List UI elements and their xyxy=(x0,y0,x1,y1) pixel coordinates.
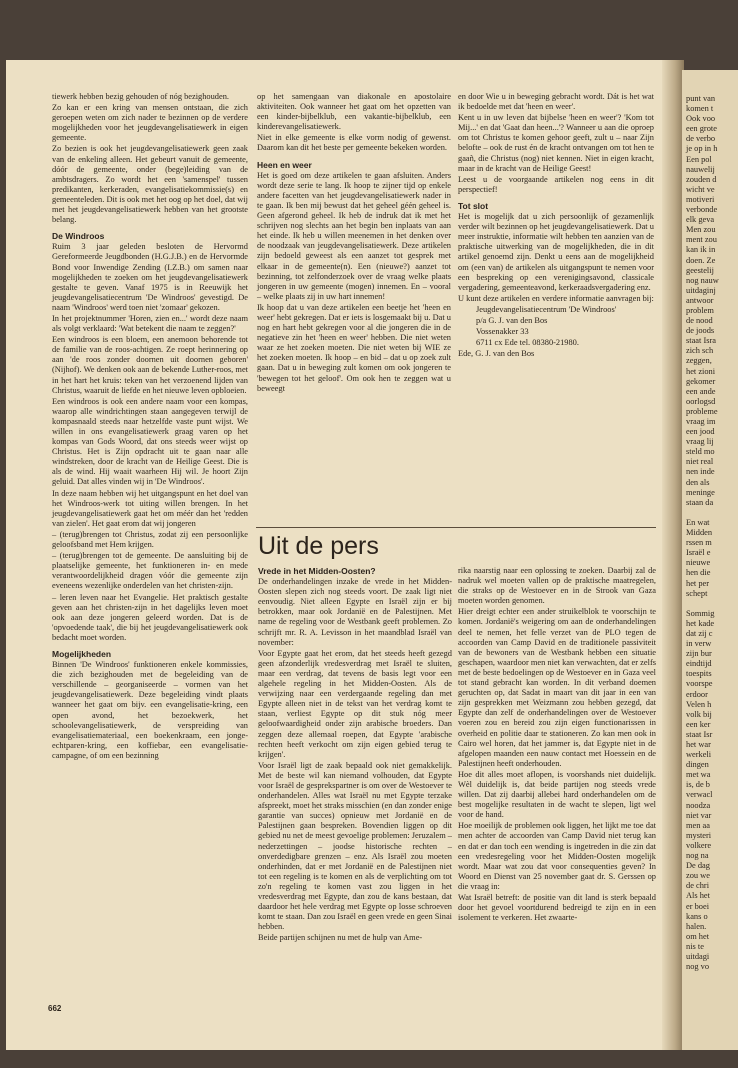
paragraph: Een windroos is een bloem, een anemoon behorende tot de familie van de roos-achtigen. Ze roept herinnering op aan 'de roos zonder doornen uit doornen geboren' (Nijhof). We denken ook aan de bekende Luther-roos, met in het hart het kruis: teken van het verzoenend lijden van Christus, waaruit de liefde en het nieuwe leven opbloeien. xyxy=(52,335,248,395)
quote-paragraph: Hier dreigt echter een ander struikelblok te voorschijn te komen. Jordanië's weigering om aan de onderhandelingen deel te nemen, het felle verzet van de PLO tegen de accoorden van Camp David en de traditionele passiviteit van de bewoners van de Westbank hebben een situatie geschapen, waardoor men niet kan verwachten, dat er zelfs met de beste bedoelingen op de Westoever en in Gaza veel tot stand gebracht kan worden. In dit verband doemen geruchten op, dat Sadat in maart van dit jaar in een van zijn gesprekken met Weizmann zou hebben gezegd, dat Egypte dan zelf de onderhandelingen over de Westoever voeren zou en bereid zou zijn eigen functionarissen in overheid en politie daar te stationeren. Zo kan men ook in Cairo wel horen, dat het jammer is, dat Egypte niet in de afgelopen maanden een nauw contact met Hoessein en de Palestijnen heeft onderhouden. xyxy=(458,607,656,768)
next-page-text: punt van komen t Ook voo een grote de verbo je op in h Een pol nauwelij zouden d wicht ve motiveri verbonde elk geva Men zou ment zou kan ik in doen. Ze geestelij nog nauw uitdaginj antwoor problem de nood de joods staat Isra zich sch zeggen, het zioni gekomer een ande oorlogsd probleme vraag im een jood vraag lij steld mo niet real nen inde den als meninge staan da En wat Midden rssen m Israël e nieuwe hen die het per schept Sommig het kade dat zij c in verw zijn bur eindtijd toespits voorspe erdoor Velen h volk bij een ker staat Isr het war werkeli dingen met wa is, de b verwacl noodza niet var men aa mysteri volkere nog na De dag zou we de chri Als het er boei kans o halen. om het nis te uitdagi nog vo xyxy=(686,94,719,972)
page-number: 662 xyxy=(48,1004,62,1013)
paragraph: tiewerk hebben bezig gehouden of nóg bezighouden. xyxy=(52,92,229,101)
paragraph: De onderhandelingen inzake de vrede in het Midden-Oosten slepen zich nog steeds voort. De zaak ligt niet eenvoudig. Niet alleen Egypte en Israël zijn er bij betrokken, maar ook Jordanië en de Palestijnen. Met name de regeling voor de Westbank geeft problemen. Zo schrijft mr. R. A. Levisson in het maandblad Israël van november: xyxy=(258,577,452,647)
paragraph: Zo kan er een kring van mensen ontstaan, die zich geroepen weten om zich nader te bezinnen op de verdere mogelijkheden voor het jeugdevangelisatiewerk in eigen gemeente. xyxy=(52,103,248,143)
list-item: – leren leven naar het Evangelie. Het praktisch gestalte geven aan het christen-zijn in het dagelijks leven moet ook aan deze jongeren geleerd worden. Dat is de 'opvoedende taak', die bij het jeugdevangelisatiewerk ook bedacht moet worden. xyxy=(52,592,248,642)
paragraph: In deze naam hebben wij het uitgangspunt en het doel van het Windroos-werk tot uiting willen brengen. In het jeugdevangelisatiewerk gaat het om méér dan het 'redden van zielen'. Het gaat erom dat wij jongeren xyxy=(52,488,248,528)
quote-paragraph: rika naarstig naar een oplossing te zoeken. Daarbij zal de nadruk wel moeten vallen op de praktische maatregelen, die straks op de Westoever en in de Strook van Gaza moeten worden genomen. xyxy=(458,566,656,606)
paragraph: Zo bezien is ook het jeugdevangelisatiewerk geen zaak van de enkeling alleen. Het gebeurt vanuit de gemeente, dóór de gemeente, onder (bege)leiding van de ambtsdragers. Zo wordt het een 'samenspel' tussen predikanten, kerkeraden, evangelisatiekommissie(s) en gemeenteleden. Dit is ook met het oog op het doel, dat wij met het jeugdevangelisatiewerk hebben van het grootste belang. xyxy=(52,144,248,225)
section-heading: De Windroos xyxy=(52,231,105,242)
author-signature: Ede, G. J. van den Bos xyxy=(458,349,535,359)
section-heading: Heen en weer xyxy=(257,159,312,170)
paragraph: Leest u de voorgaande artikelen nog eens in dit perspectief! xyxy=(458,174,654,194)
paragraph: Kent u in uw leven dat bijbelse 'heen en weer'? 'Kom tot Mij...' en dat 'Gaat dan heen...'? Wanneer u aan die oproep om tot Christus te komen gehoor geeft, zult u – naar Zijn belofte – ook de rust én de kracht ontvangen om tot hen te gaañ, die Christus (nog) niet kennen. Niet in eigen kracht, maar in de kracht van de Heilige Geest! xyxy=(458,113,654,173)
quote-paragraph: Voor Israël ligt de zaak bepaald ook niet gemakkelijk. Met de beste wil kan niemand volhouden, dat Egypte voor Israël de gesprekspartner is om over de Westoever te onderhandelen. Alles wat Israël nu met Egypte terzake afspreekt, moet het straks misschien (en dan zonder enige garantie van succes) opnieuw met Jordanië en de Palestijnen gaan bespreken. Bovendien liggen op dit gebied nu net de meest gevoelige problemen: Jeruzalem – nederzettingen – joodse historische rechten – onverdedigbare grenzen – enz. Als Israël zou moeten onderhinden, dat er met Jordanië en de Palestijnen niet tot een regeling is te komen en als de verplichting om tot zo'n regeling te komen vast zou liggen in het vredesverdrag met Egypte, dan zou de kans bestaan, dat daardoor het hele verdrag met Egypte op losse schroeven komt te staan. Dan zou Israël en geen vrede en geen Sinai hebben. xyxy=(258,760,452,932)
section-heading: Vrede in het Midden-Oosten? xyxy=(258,566,376,576)
paragraph: Ruim 3 jaar geleden besloten de Hervormd Gereformeerde Jeugdbonden (H.G.J.B.) en de Hervormde Bond voor Inwendige Zending (I.Z.B.) om samen naar mogelijkheden te zoeken om het jeugdevangelisatiewerk gestalte te geven. Vanaf 1975 is in Reeuwijk het jeugdevangelisatiecentrum 'De Windroos' gevestigd. De naam 'Windroos' werd toen niet 'zomaar' gekozen. xyxy=(52,242,248,312)
section-title: Uit de pers xyxy=(258,532,379,560)
address-line: 6711 cx Ede tel. 08380-21980. xyxy=(476,338,579,348)
quote-paragraph: Voor Egypte gaat het erom, dat het steeds heeft gezegd geen afzonderlijk vredesverdrag met Israël te sluiten, maar een verdrag, dat tevens de basis legt voor een algehele regeling in het Midden-Oosten. Als de verwijzing naar een verdergaande regeling dan met Egypte alleen niet in de tekst van het verdrag komt te staan, verliest Egypte op dit stuk nóg meer geloofwaardigheid onder zijn arabische broeders. Dan zeggen deze allemaal roepen, dat Egypte 'arabische rechten heeft verkocht om zijn eigen gebied terug te krijgen'. xyxy=(258,648,452,759)
section-divider xyxy=(256,527,656,528)
paragraph: Ik hoop dat u van deze artikelen een beetje het 'heen en weer' hebt gekregen. Dat er iets is losgemaakt bij u. Dat u nog en hart hebt gekregen voor al die jongeren die in de negatieve zin het 'heen en weer' hebben. Die niet weten waar ze het zoeken moeten. Die niet weten bij WIE ze het zoeken moeten. Ik hoop – en bid – dat u op zoek zult gaan. Dat u in beweging zult komen om ook jongeren te 'bewegen tot het geloof'. Om ook hen te zeggen wat u beweegt xyxy=(257,302,451,393)
address-line: Vossenakker 33 xyxy=(476,327,529,337)
section-heading: Mogelijkheden xyxy=(52,648,112,659)
list-item: – (terug)brengen tot de gemeente. De aansluiting bij de plaatselijke gemeente, het funktioneren in- en mede verantwoordelijkheid dragen vóór die gemeente zijn eveneens wezenlijke onderdelen van het christen-zijn. xyxy=(52,551,248,591)
quote-paragraph: Hoe dit alles moet aflopen, is voorshands niet duidelijk. Wèl duidelijk is, dat beide partijen nog steeds vrede willen. Dat zij daarbij allebei hard onderhandelen om de best mogelijke resultaten in de wacht te slepen, ligt wel voor de hand. xyxy=(458,769,656,820)
paragraph: Het is goed om deze artikelen te gaan afsluiten. Anders wordt deze serie te lang. Ik hoop te zijner tijd op enkele andere facetten van het jeugdevangelisatiewerk nader in te gaan. Ik ben mij bewust dat het geheel géén geheel is. Geen afgerond geheel. Ik heb de indruk dat ik met het schrijven nog slechts aan het begin ben inplaats van aan het einde. Ik heb u willen meenemen in het denken over de noodzaak van jeugdevangelisatiewerk. Deze artikelen zijn bedoeld geweest als een aanzet tot gesprek met elkaar in de gemeente(n). Een (nieuwe?) aanzet tot bezinning, tot zelfonderzoek over de vraag welke plaats jongeren in uw gemeente (mogen) innemen. En – vooral – welke plaats zij in uw hart innemen! xyxy=(257,170,451,301)
page-spine xyxy=(662,60,684,1050)
press-column-1 xyxy=(258,566,452,944)
press-column-2 xyxy=(458,566,656,924)
section-heading: Tot slot xyxy=(458,200,489,211)
address-line: p/a G. J. van den Bos xyxy=(476,315,548,325)
address-line: Jeugdevangelisatiecentrum 'De Windroos' xyxy=(476,304,617,314)
paragraph: Het is mogelijk dat u zich persoonlijk of gezamenlijk verder wilt bezinnen op het jeugdevangelisatiewerk. Dat u meer instruktie, informatie wilt hebben ten aanzien van de praktische uitwerking van de mogelijkheden, die in dit artikel genoemd zijn. Denkt u eens aan de mogelijkheid om (een van) de artikelen als uitgangspunt te nemen voor een bespreking op een verenigingsavond, classicale vergadering, gemeenteavond, kerkeraadsvergadering enz. xyxy=(458,212,654,292)
quote-paragraph: Wat Israël betreft: de positie van dit land is sterk bepaald door het gevoel voortdurend bedreigd te zijn en in een isolement te verkeren. Het zwaarte- xyxy=(458,893,656,923)
paragraph: U kunt deze artikelen en verdere informatie aanvragen bij: xyxy=(458,293,654,303)
paragraph: en door Wie u in beweging gebracht wordt. Dát is het wat ik bedoelde met dat 'heen en weer'. xyxy=(458,92,654,112)
quote-paragraph: Beide partijen schijnen nu met de hulp van Ame- xyxy=(258,933,423,943)
paragraph: Hoe moeilijk de problemen ook liggen, het lijkt me toe dat men achter de accoorden van Camp David niet terug kan en dat er dan toch een wending is ingetreden in die zin dat een vredesregeling voor het Midden-Oosten mogelijk wordt. Maar wat zou dat voor consequenties geven? In Woord en Dienst van 25 november gaat dr. S. Gerssen op die vraag in: xyxy=(458,821,656,891)
article-column-2 xyxy=(257,92,451,395)
next-page-edge xyxy=(682,70,738,1050)
paragraph: Een windroos is ook een andere naam voor een kompas, waarop alle windrichtingen staan aangegeven terwijl de kompasnaald steeds naar hetzelfde vaste punt wijst. We willen in ons evangelisatiewerk graag varen op het kompas van Gods Woord, dat ons steeds weer wijst op Christus. Het is Zijn opdracht uit te gaan naar alle windstreken, door de kracht van de Heilige Geest. Die is als de wind. Hij waait waarheen Hij wil. Je hoort Zijn geluid. Dat alles vinden wij in 'De Windroos'. xyxy=(52,396,248,487)
paragraph: Niet in elke gemeente is elke vorm nodig of gewenst. Daarom kan dit het beste per gemeente bekeken worden. xyxy=(257,133,451,153)
paragraph: Binnen 'De Windroos' funktioneren enkele kommissies, die zich bezighouden met de begeleiding van de verschillende – georganiseerde – vormen van het jeugdevangelisatiewerk. Deze begeleiding vindt plaats wanneer het gaat om bijv. een evangelisatie-kring, een open avond, het bezoekwerk, het schoolevangelisatiewerk, de verspreiding van evangelisatiemateriaal, een boekenkraam, een jonge-echtparen-kring, een koffiebar, een evangelisatie-campagne, of om een bezinning xyxy=(52,660,248,760)
article-column-1 xyxy=(52,92,248,762)
paragraph: op het samengaan van diakonale en apostolaire aktiviteiten. Ook wanneer het gaat om het opzetten van een kinder-bijbelklub, een vakantie-bijbelklub, een kinderevangelisatiewerk. xyxy=(257,92,451,132)
article-column-3 xyxy=(458,92,654,360)
paragraph: In het projektnummer 'Horen, zien en...' wordt deze naam als volgt verklaard: 'Wat betekent die naam te zeggen?' xyxy=(52,313,248,334)
list-item: – (terug)brengen tot Christus, zodat zij een persoonlijke geloofsband met Hem krijgen. xyxy=(52,529,248,550)
